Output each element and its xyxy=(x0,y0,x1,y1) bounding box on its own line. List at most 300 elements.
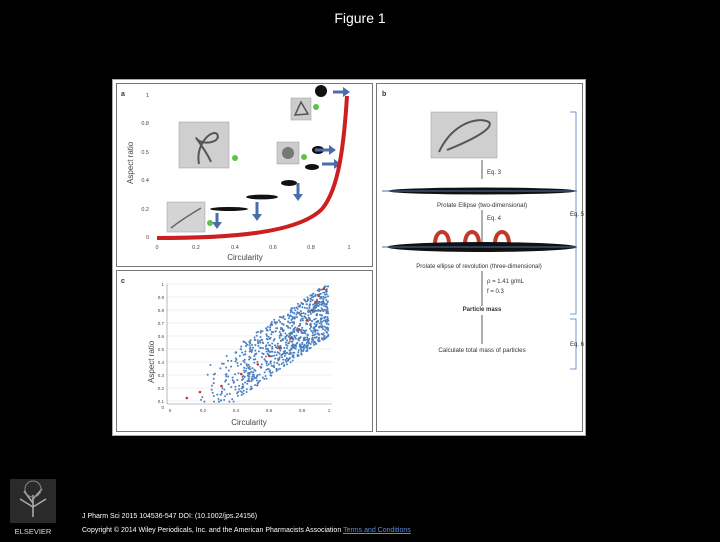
scatter-point xyxy=(271,355,273,357)
scatter-point xyxy=(240,348,242,350)
scatter-point xyxy=(292,339,294,341)
scatter-point xyxy=(254,370,256,372)
scatter-point xyxy=(291,341,293,343)
total-mass-label: Calculate total mass of particles xyxy=(438,347,526,354)
scatter-point xyxy=(256,335,258,337)
arrow-head xyxy=(329,145,336,155)
scatter-point xyxy=(306,342,308,344)
scatter-point xyxy=(273,319,275,321)
scatter-point xyxy=(309,304,311,306)
scatter-point xyxy=(243,370,245,372)
panel-a-ytick: 1 xyxy=(145,93,149,99)
panel-c-ytick: 0.6 xyxy=(157,334,164,339)
scatter-point xyxy=(239,355,241,357)
scatter-point xyxy=(240,363,242,365)
scatter-point xyxy=(326,323,328,325)
scatter-point xyxy=(273,366,275,368)
scatter-point xyxy=(279,368,281,370)
scatter-point xyxy=(278,319,280,321)
scatter-point xyxy=(280,347,282,349)
scatter-point xyxy=(281,335,283,337)
scatter-point xyxy=(256,380,258,382)
panel-a-xtick: 0.4 xyxy=(231,245,239,251)
scatter-point xyxy=(305,322,307,324)
scatter-point xyxy=(318,339,320,341)
scatter-point xyxy=(261,363,263,365)
scatter-point xyxy=(277,345,279,347)
scatter-point xyxy=(241,352,243,354)
scatter-point xyxy=(209,364,211,366)
scatter-point xyxy=(228,383,230,385)
scatter-point xyxy=(254,384,256,386)
panel-a-letter: a xyxy=(121,91,125,98)
scatter-point xyxy=(246,363,248,365)
scatter-point xyxy=(263,353,265,355)
scatter-point xyxy=(240,346,242,348)
scatter-point xyxy=(316,314,318,316)
scatter-point xyxy=(294,307,296,309)
scatter-point xyxy=(235,352,237,354)
scatter-point xyxy=(316,304,318,306)
scatter-point xyxy=(223,363,225,365)
scatter-point xyxy=(312,299,314,301)
scatter-point xyxy=(299,313,301,315)
scatter-point xyxy=(320,320,322,322)
scatter-point xyxy=(311,320,313,322)
scatter-point xyxy=(213,374,215,376)
scatter-point xyxy=(230,366,232,368)
panel-c-ytick: 0.3 xyxy=(157,373,164,378)
scatter-point xyxy=(221,391,223,393)
elsevier-logo xyxy=(4,477,62,537)
panel-c-ytick: 0.7 xyxy=(157,321,164,326)
scatter-point xyxy=(314,333,316,335)
scatter-point xyxy=(307,296,309,298)
panel-a-ytick: 0 xyxy=(145,235,149,241)
scatter-point xyxy=(283,347,285,349)
scatter-point xyxy=(307,314,309,316)
panel-b xyxy=(376,83,583,432)
scatter-point xyxy=(245,368,247,370)
scatter-point xyxy=(270,360,272,362)
scatter-point xyxy=(302,319,304,321)
scatter-point xyxy=(259,342,261,344)
scatter-point xyxy=(305,317,307,319)
scatter-point xyxy=(285,361,287,363)
scatter-point xyxy=(224,395,226,397)
scatter-point xyxy=(279,321,281,323)
scatter-point xyxy=(286,340,288,342)
scatter-point xyxy=(274,351,276,353)
scatter-point xyxy=(322,296,324,298)
scatter-point xyxy=(321,333,323,335)
scatter-point xyxy=(306,350,308,352)
scatter-point xyxy=(267,348,269,350)
scatter-point xyxy=(265,348,267,350)
green-dot xyxy=(207,220,213,226)
scatter-point xyxy=(281,363,283,365)
scatter-point xyxy=(306,337,308,339)
scatter-point xyxy=(266,351,268,353)
scatter-point xyxy=(297,331,299,333)
scatter-point xyxy=(306,303,308,305)
scatter-point xyxy=(287,321,289,323)
scatter-point xyxy=(319,322,321,324)
scatter-point xyxy=(248,359,250,361)
scatter-point xyxy=(235,357,237,359)
scatter-point xyxy=(282,362,284,364)
boundary-point xyxy=(240,373,243,376)
scatter-point xyxy=(326,331,328,333)
scatter-point xyxy=(283,316,285,318)
scatter-point xyxy=(269,338,271,340)
scatter-point xyxy=(303,298,305,300)
scatter-point xyxy=(271,331,273,333)
scatter-point xyxy=(327,327,329,329)
scatter-point xyxy=(301,327,303,329)
scatter-point xyxy=(269,345,271,347)
panel-c-xtick: 1 xyxy=(327,408,331,413)
scatter-point xyxy=(269,325,271,327)
scatter-point xyxy=(321,304,323,306)
scatter-point xyxy=(286,347,288,349)
scatter-points xyxy=(186,285,330,402)
scatter-point xyxy=(253,359,255,361)
scatter-point xyxy=(255,353,257,355)
scatter-point xyxy=(267,338,269,340)
scatter-point xyxy=(310,323,312,325)
scatter-point xyxy=(242,385,244,387)
eq6-label: Eq. 6 xyxy=(569,342,584,348)
scatter-point xyxy=(317,309,319,311)
scatter-point xyxy=(271,346,273,348)
particle-shape xyxy=(282,147,294,159)
copyright-line xyxy=(82,527,411,534)
scatter-point xyxy=(309,317,311,319)
scatter-point xyxy=(284,333,286,335)
scatter-point xyxy=(274,358,276,360)
scatter-point xyxy=(296,306,298,308)
scatter-point xyxy=(213,378,215,380)
scatter-point xyxy=(325,306,327,308)
scatter-point xyxy=(235,389,237,391)
scatter-point xyxy=(291,325,293,327)
scatter-point xyxy=(218,398,220,400)
scatter-point xyxy=(294,317,296,319)
shape-ellipse xyxy=(281,180,297,186)
scatter-point xyxy=(223,389,225,391)
scatter-point xyxy=(248,379,250,381)
scatter-point xyxy=(267,326,269,328)
scatter-point xyxy=(285,338,287,340)
scatter-point xyxy=(307,298,309,300)
scatter-point xyxy=(302,317,304,319)
scatter-point xyxy=(292,360,294,362)
scatter-point xyxy=(289,322,291,324)
scatter-point xyxy=(253,375,255,377)
panel-a-xtick: 0 xyxy=(155,245,159,251)
scatter-point xyxy=(281,328,283,330)
scatter-point xyxy=(283,365,285,367)
scatter-point xyxy=(317,321,319,323)
scatter-point xyxy=(252,347,254,349)
scatter-point xyxy=(264,371,266,373)
scatter-point xyxy=(300,352,302,354)
scatter-point xyxy=(211,385,213,387)
scatter-point xyxy=(304,307,306,309)
scatter-point xyxy=(241,379,243,381)
boundary-point xyxy=(257,363,260,366)
scatter-point xyxy=(291,307,293,309)
scatter-point xyxy=(262,330,264,332)
scatter-point xyxy=(317,289,319,291)
scatter-point xyxy=(257,382,259,384)
scatter-point xyxy=(323,305,325,307)
panel-a-ytick: 0.2 xyxy=(141,207,149,213)
scatter-point xyxy=(315,310,317,312)
scatter-point xyxy=(324,297,326,299)
terms-link[interactable]: Terms and Conditions xyxy=(343,527,411,534)
scatter-point xyxy=(207,374,209,376)
scatter-point xyxy=(304,339,306,341)
scatter-point xyxy=(244,371,246,373)
scatter-point xyxy=(311,330,313,332)
scatter-point xyxy=(271,348,273,350)
scatter-point xyxy=(225,367,227,369)
scatter-point xyxy=(295,314,297,316)
scatter-point xyxy=(254,350,256,352)
scatter-point xyxy=(324,326,326,328)
scatter-point xyxy=(298,305,300,307)
panel-c-xtick: 0.2 xyxy=(199,408,207,413)
scatter-point xyxy=(316,299,318,301)
panel-c-letter: c xyxy=(121,278,125,285)
scatter-point xyxy=(268,336,270,338)
scatter-point xyxy=(250,388,252,390)
scatter-point xyxy=(249,350,251,352)
scatter-point xyxy=(257,384,259,386)
scatter-point xyxy=(250,357,252,359)
scatter-point xyxy=(278,364,280,366)
logo-text: ELSEVIER xyxy=(14,527,52,536)
scatter-point xyxy=(273,362,275,364)
rotation-arrow xyxy=(435,232,449,244)
scatter-point xyxy=(279,337,281,339)
scatter-point xyxy=(285,344,287,346)
scatter-point xyxy=(290,349,292,351)
scatter-point xyxy=(313,330,315,332)
panel-a-xtick: 1 xyxy=(347,245,351,251)
scatter-point xyxy=(320,293,322,295)
panel-a-ylabel: Aspect ratio xyxy=(126,141,135,184)
scatter-point xyxy=(300,310,302,312)
scatter-point xyxy=(305,333,307,335)
scatter-point xyxy=(284,336,286,338)
scatter-point xyxy=(291,318,293,320)
scatter-point xyxy=(234,373,236,375)
scatter-point xyxy=(328,323,330,325)
scatter-point xyxy=(251,367,253,369)
scatter-point xyxy=(289,352,291,354)
arrow-head xyxy=(252,214,262,221)
scatter-point xyxy=(315,343,317,345)
scatter-point xyxy=(251,378,253,380)
scatter-point xyxy=(271,321,273,323)
scatter-point xyxy=(290,315,292,317)
scatter-point xyxy=(272,371,274,373)
boundary-point xyxy=(220,385,223,388)
scatter-point xyxy=(243,393,245,395)
scatter-point xyxy=(311,294,313,296)
scatter-point xyxy=(276,354,278,356)
scatter-point xyxy=(293,323,295,325)
scatter-point xyxy=(267,342,269,344)
scatter-point xyxy=(262,342,264,344)
green-dot xyxy=(232,155,238,161)
scatter-point xyxy=(299,324,301,326)
scatter-point xyxy=(260,367,262,369)
scatter-point xyxy=(300,349,302,351)
scatter-point xyxy=(317,330,319,332)
scatter-point xyxy=(276,327,278,329)
scatter-point xyxy=(226,393,228,395)
scatter-point xyxy=(285,342,287,344)
scatter-point xyxy=(327,301,329,303)
scatter-point xyxy=(231,398,233,400)
scatter-point xyxy=(279,350,281,352)
scatter-point xyxy=(272,351,274,353)
scatter-point xyxy=(277,343,279,345)
scatter-point xyxy=(317,301,319,303)
scatter-point xyxy=(247,372,249,374)
boundary-point xyxy=(306,319,309,322)
scatter-point xyxy=(243,354,245,356)
scatter-point xyxy=(282,353,284,355)
scatter-point xyxy=(303,312,305,314)
panel-a-xlabel: Circularity xyxy=(227,253,263,262)
scatter-point xyxy=(297,303,299,305)
scatter-point xyxy=(250,371,252,373)
scatter-point xyxy=(213,382,215,384)
scatter-point xyxy=(282,359,284,361)
scatter-point xyxy=(276,362,278,364)
scatter-point xyxy=(212,392,214,394)
scatter-point xyxy=(310,343,312,345)
scatter-point xyxy=(317,333,319,335)
citation: J Pharm Sci 2015 104536-547 DOI: (10.1002/jps.24156) xyxy=(82,513,258,520)
scatter-point xyxy=(283,324,285,326)
scatter-point xyxy=(313,344,315,346)
panel-a-xtick: 0.6 xyxy=(269,245,277,251)
scatter-point xyxy=(266,364,268,366)
scatter-point xyxy=(265,375,267,377)
scatter-point xyxy=(327,285,329,287)
scatter-point xyxy=(257,342,259,344)
scatter-point xyxy=(319,325,321,327)
scatter-point xyxy=(241,387,243,389)
scatter-point xyxy=(256,361,258,363)
scatter-point xyxy=(251,344,253,346)
scatter-point xyxy=(291,356,293,358)
scatter-point xyxy=(243,367,245,369)
scatter-point xyxy=(309,298,311,300)
scatter-point xyxy=(322,298,324,300)
scatter-point xyxy=(274,344,276,346)
scatter-point xyxy=(295,338,297,340)
scatter-point xyxy=(314,341,316,343)
panel-c-ylabel: Aspect ratio xyxy=(147,340,156,383)
shape-circle xyxy=(315,85,327,97)
scatter-point xyxy=(200,399,202,401)
scatter-point xyxy=(238,372,240,374)
panel-c-ytick: 0.2 xyxy=(157,386,164,391)
scatter-point xyxy=(324,338,326,340)
scatter-point xyxy=(308,342,310,344)
scatter-point xyxy=(321,307,323,309)
scatter-point xyxy=(225,373,227,375)
scatter-point xyxy=(271,343,273,345)
scatter-point xyxy=(323,320,325,322)
scatter-point xyxy=(292,321,294,323)
scatter-point xyxy=(327,320,329,322)
scatter-point xyxy=(302,350,304,352)
scatter-point xyxy=(313,307,315,309)
green-dot xyxy=(313,104,319,110)
scatter-point xyxy=(301,315,303,317)
scatter-point xyxy=(245,351,247,353)
scatter-point xyxy=(273,355,275,357)
scatter-point xyxy=(312,334,314,336)
scatter-point xyxy=(304,313,306,315)
arrow-head xyxy=(293,194,303,201)
scatter-point xyxy=(293,347,295,349)
boundary-point xyxy=(186,397,189,400)
scatter-point xyxy=(218,401,220,403)
scatter-point xyxy=(233,401,235,403)
scatter-point xyxy=(233,382,235,384)
scatter-point xyxy=(268,363,270,365)
panel-c-xtick: 0.4 xyxy=(232,408,240,413)
scatter-point xyxy=(303,315,305,317)
scatter-point xyxy=(262,347,264,349)
scatter-point xyxy=(221,392,223,394)
scatter-point xyxy=(308,338,310,340)
panel-c-ytick: 0 xyxy=(161,405,164,410)
boundary-point xyxy=(323,288,326,291)
scatter-point xyxy=(307,310,309,312)
scatter-point xyxy=(324,329,326,331)
boundary-point xyxy=(314,301,317,304)
scatter-point xyxy=(267,353,269,355)
particle-mass-label: Particle mass xyxy=(462,307,502,313)
scatter-point xyxy=(224,381,226,383)
shape-ellipse xyxy=(246,195,278,200)
scatter-point xyxy=(292,352,294,354)
scatter-point xyxy=(279,356,281,358)
green-dot xyxy=(301,154,307,160)
panel-c-ytick: 0.4 xyxy=(157,360,164,365)
panel-a xyxy=(116,83,373,267)
panel-a-xtick: 0.2 xyxy=(192,245,200,251)
scatter-point xyxy=(325,303,327,305)
scatter-point xyxy=(301,306,303,308)
figure-panel xyxy=(112,79,586,436)
scatter-point xyxy=(213,401,215,403)
scatter-point xyxy=(221,387,223,389)
scatter-point xyxy=(219,367,221,369)
scatter-point xyxy=(310,300,312,302)
scatter-point xyxy=(266,329,268,331)
